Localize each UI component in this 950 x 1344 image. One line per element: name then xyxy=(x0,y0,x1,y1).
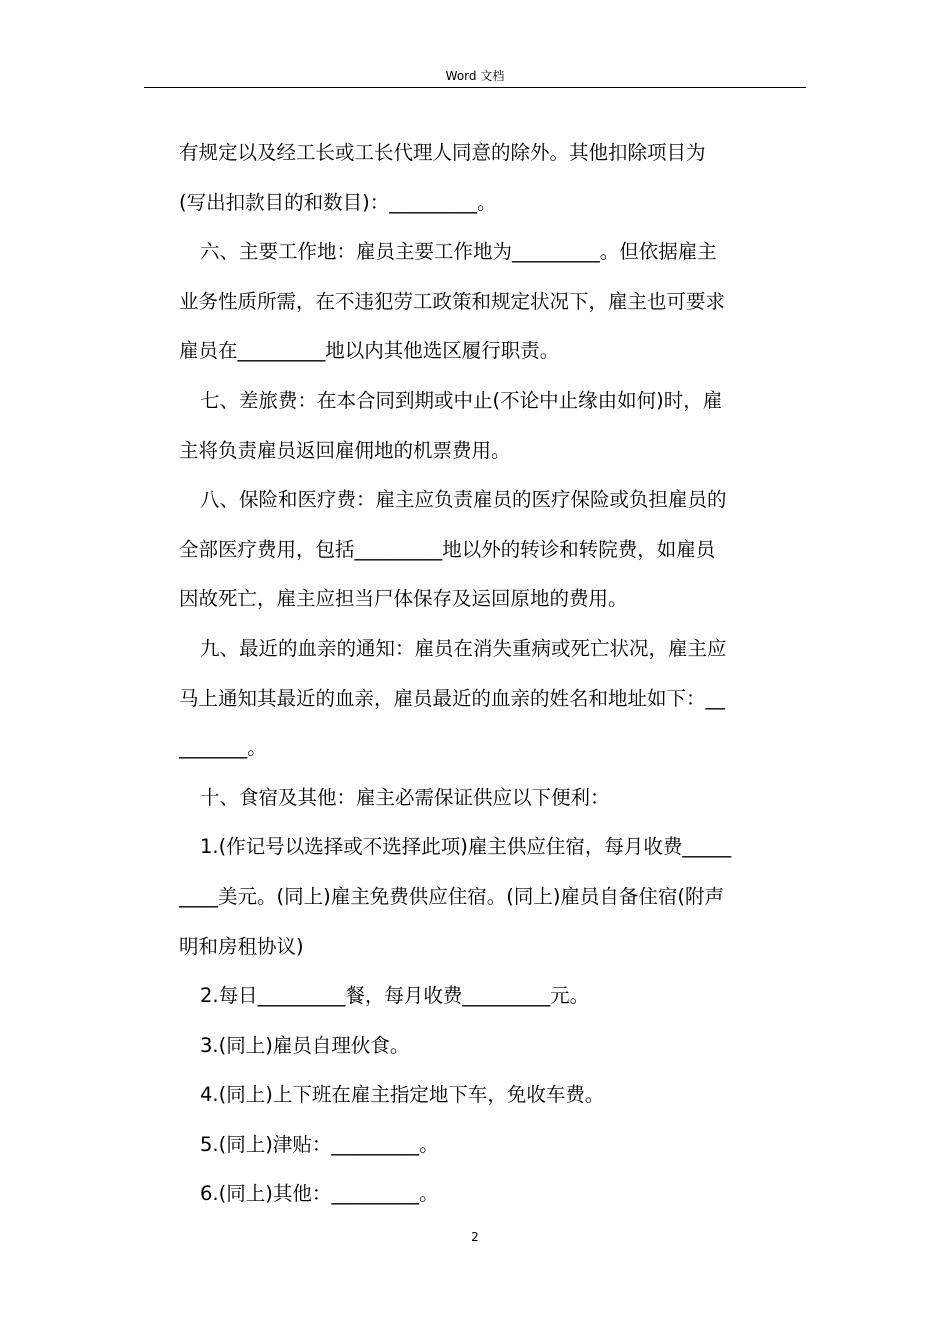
header-divider xyxy=(144,87,806,88)
text-line: 雇员在_________地以内其他选区履行职责。 xyxy=(179,339,560,363)
text-line: 马上通知其最近的血亲，雇员最近的血亲的姓名和地址如下：__ xyxy=(179,686,726,710)
list-item-2-line: 2.每日_________餐，每月收费_________元。 xyxy=(200,984,590,1008)
section-six-heading-line: 六、主要工作地：雇员主要工作地为_________。但依据雇主 xyxy=(200,240,717,264)
text-line: ____美元。(同上)雇主免费供应住宿。(同上)雇员自备住宿(附声 xyxy=(179,884,725,908)
list-item-4-line: 4.(同上)上下班在雇主指定地下车，免收车费。 xyxy=(200,1083,605,1107)
document-body xyxy=(179,128,809,1219)
page-number: 2 xyxy=(471,1230,479,1244)
list-item-1-line: 1.(作记号以选择或不选择此项)雇主供应住宿，每月收费_____ xyxy=(200,835,732,859)
text-line: 主将负责雇员返回雇佣地的机票费用。 xyxy=(179,438,511,462)
section-nine-heading-line: 九、最近的血亲的通知：雇员在消失重病或死亡状况，雇主应 xyxy=(200,636,727,660)
section-seven-heading-line: 七、差旅费：在本合同到期或中止(不论中止缘由如何)时，雇 xyxy=(200,388,723,412)
section-eight-heading-line: 八、保险和医疗费：雇主应负责雇员的医疗保险或负担雇员的 xyxy=(200,488,727,512)
section-ten-heading-line: 十、食宿及其他：雇主必需保证供应以下便利： xyxy=(200,785,610,809)
text-line: 有规定以及经工长或工长代理人同意的除外。其他扣除项目为 xyxy=(179,141,706,164)
header-title: Word 文档 xyxy=(445,69,505,83)
list-item-5-line: 5.(同上)津贴：_________。 xyxy=(200,1132,439,1156)
text-line: 业务性质所需，在不违犯劳工政策和规定状况下，雇主也可要求 xyxy=(179,289,726,313)
text-line: 全部医疗费用，包括_________地以外的转诊和转院费，如雇员 xyxy=(179,537,716,561)
list-item-6-line: 6.(同上)其他：_________。 xyxy=(200,1182,439,1206)
text-line: 明和房租协议) xyxy=(179,934,304,958)
list-item-3-line: 3.(同上)雇员自理伙食。 xyxy=(200,1033,410,1057)
text-line: _______。 xyxy=(179,736,267,760)
page-header xyxy=(0,0,950,90)
text-line: 因故死亡，雇主应担当尸体保存及运回原地的费用。 xyxy=(179,587,628,611)
text-line: (写出扣款目的和数目)：_________。 xyxy=(179,190,497,214)
